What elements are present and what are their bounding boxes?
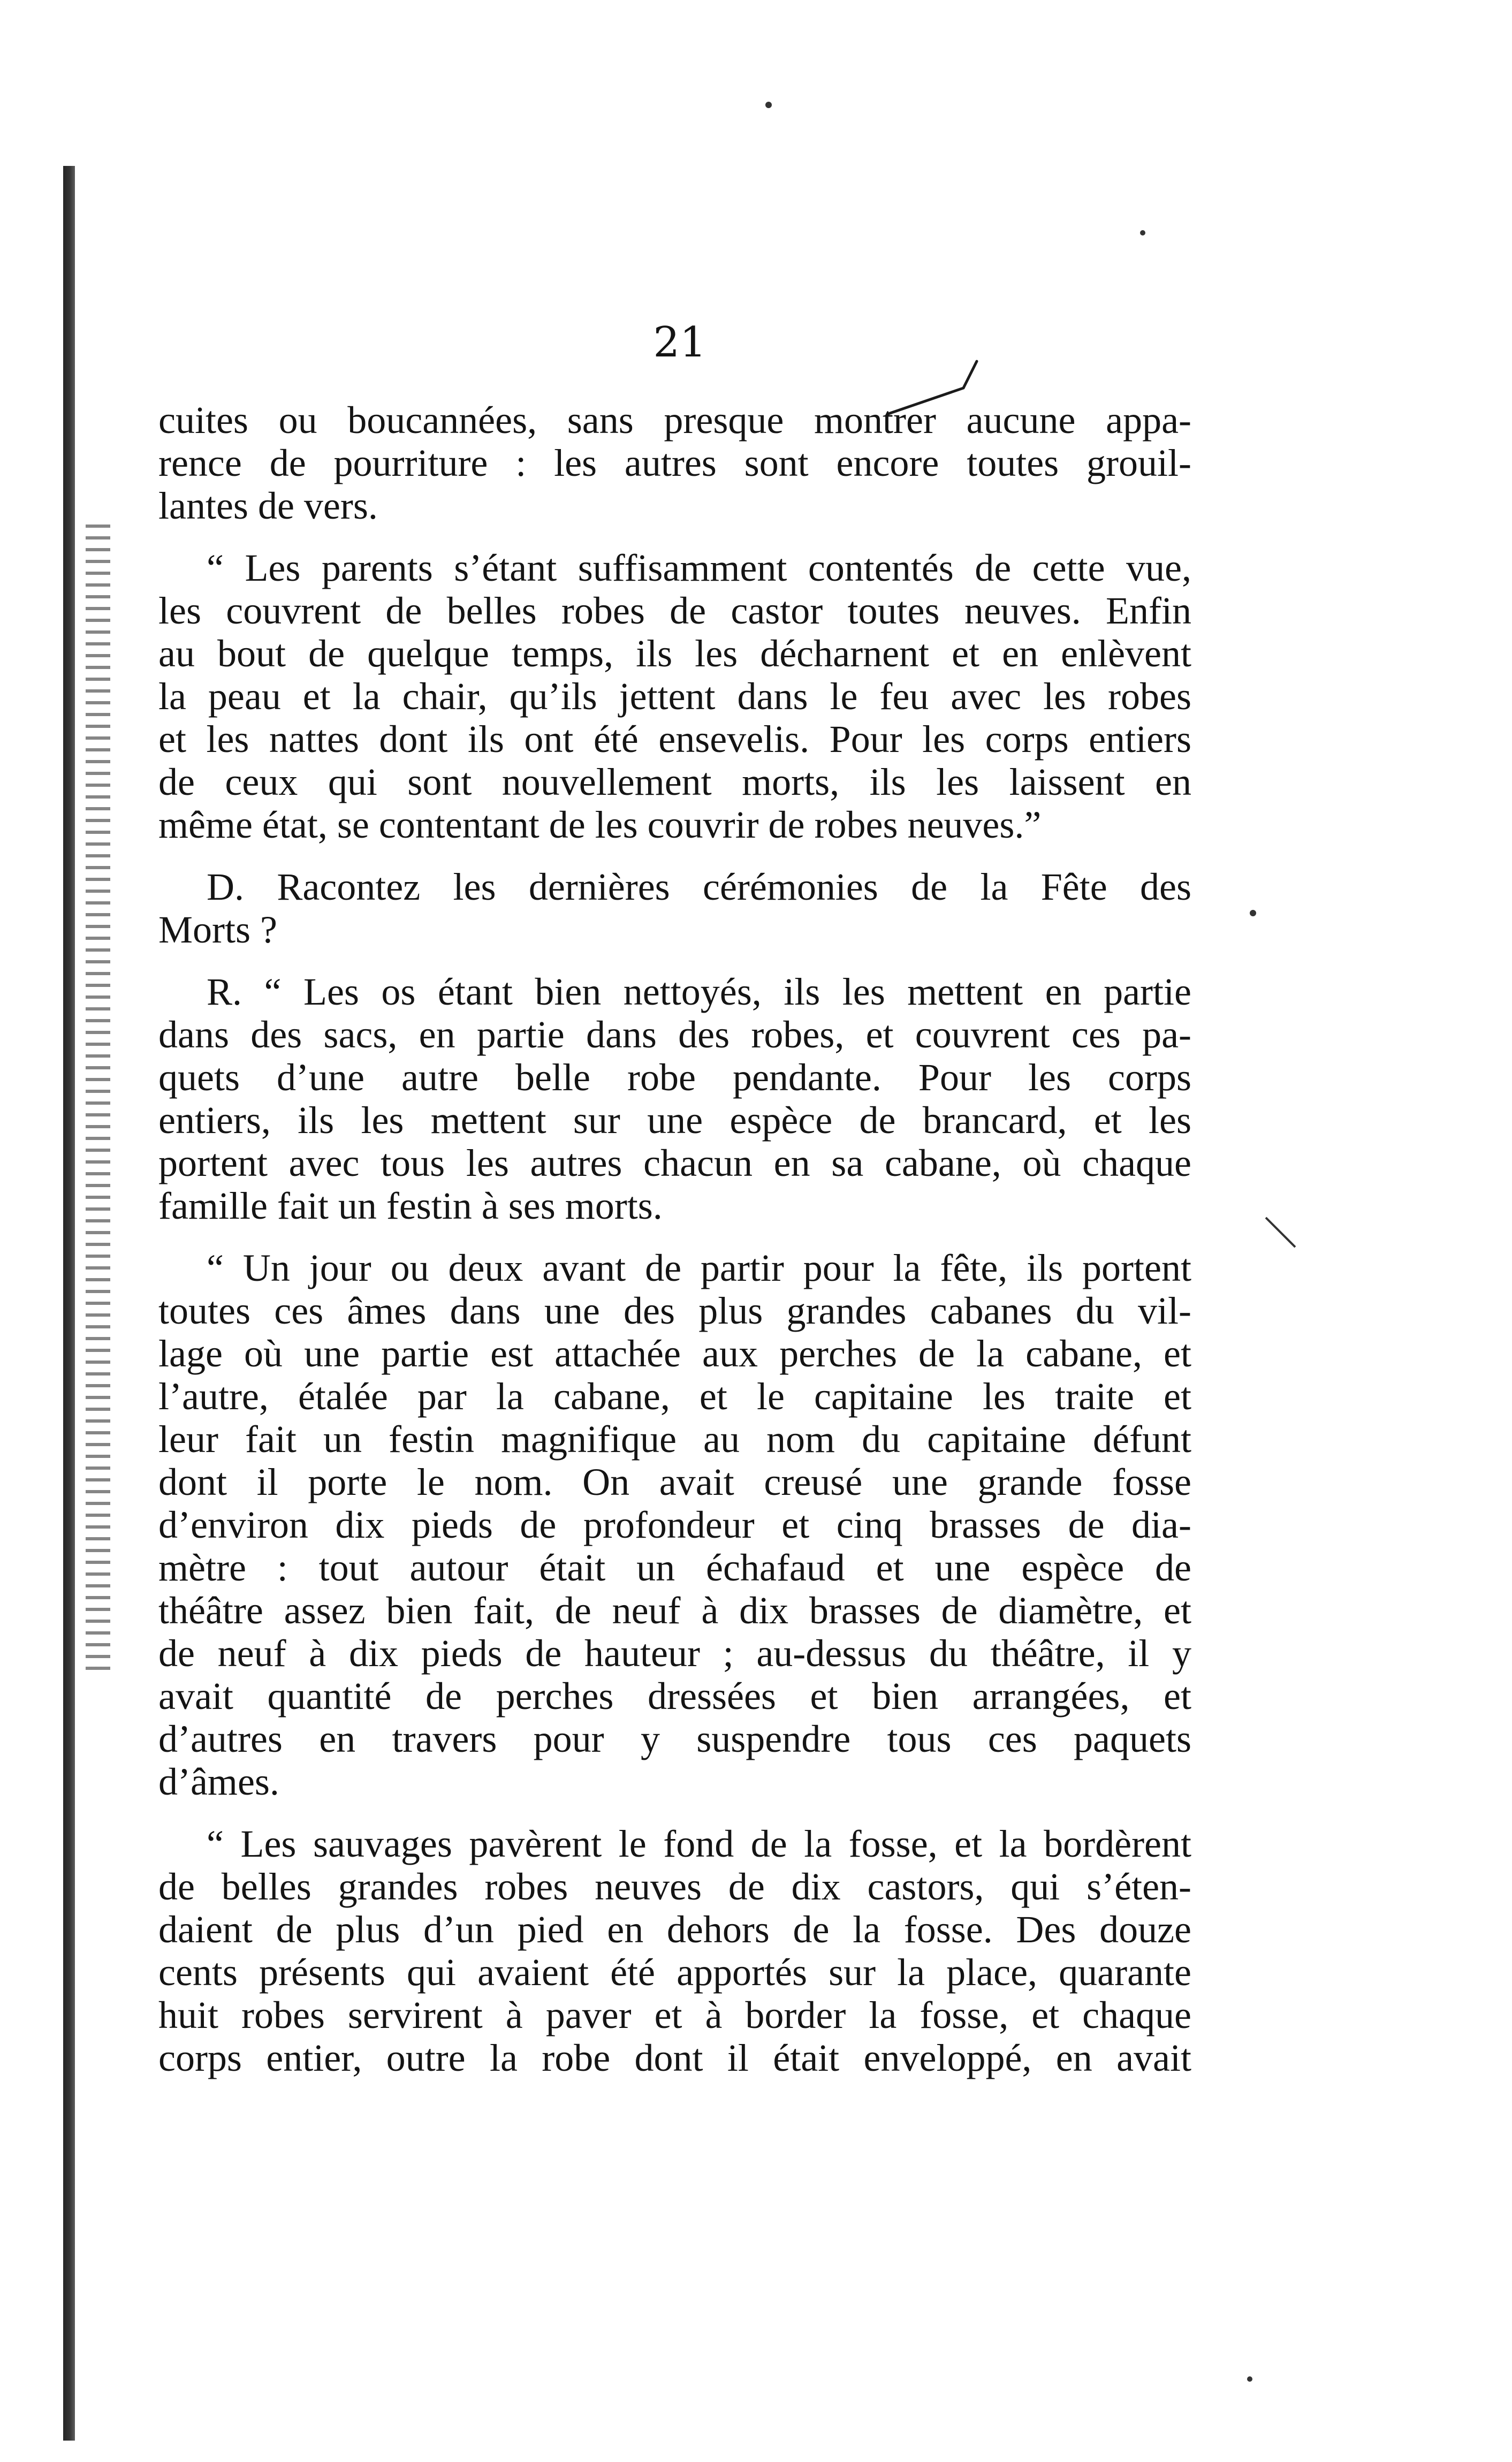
text-line: “ Les sauvages pavèrent le fond de la fosse, et la bordèrent bbox=[207, 1822, 1191, 1865]
text-line: “ Un jour ou deux avant de partir pour la fête, ils portent bbox=[207, 1247, 1191, 1289]
text-line: de belles grandes robes neuves de dix castors, qui s’éten- bbox=[158, 1865, 1191, 1908]
text-line: cuites ou boucannées, sans presque montrer aucune appa- bbox=[158, 399, 1191, 442]
text-line: corps entier, outre la robe dont il était enveloppé, en avait bbox=[158, 2037, 1191, 2079]
paragraph bbox=[158, 546, 1191, 846]
scan-speck bbox=[1250, 910, 1256, 916]
text-line: dans des sacs, en partie dans des robes, et couvrent ces pa- bbox=[158, 1013, 1191, 1056]
text-line: cents présents qui avaient été apportés sur la place, quarante bbox=[158, 1951, 1191, 1994]
text-line: d’âmes. bbox=[158, 1760, 279, 1803]
text-line: D. Racontez les dernières cérémonies de la Fête des bbox=[207, 865, 1191, 908]
scan-stray-stroke bbox=[1263, 1215, 1301, 1252]
text-line: Morts ? bbox=[158, 908, 277, 951]
page-number: 21 bbox=[653, 318, 706, 367]
text-line: la peau et la chair, qu’ils jettent dans le feu avec les robes bbox=[158, 675, 1191, 718]
text-line: de ceux qui sont nouvellement morts, ils les laissent en bbox=[158, 761, 1191, 803]
text-line: quets d’une autre belle robe pendante. Pour les corps bbox=[158, 1056, 1191, 1099]
text-line: d’autres en travers pour y suspendre tous ces paquets bbox=[158, 1718, 1191, 1760]
text-line: dont il porte le nom. On avait creusé une grande fosse bbox=[158, 1461, 1191, 1503]
text-line: leur fait un festin magnifique au nom du capitaine défunt bbox=[158, 1418, 1191, 1461]
page-body-text bbox=[158, 399, 1191, 2099]
scan-speck bbox=[1247, 2376, 1252, 2382]
text-line: et les nattes dont ils ont été ensevelis. Pour les corps entiers bbox=[158, 718, 1191, 761]
paragraph bbox=[158, 1822, 1191, 2079]
text-line: rence de pourriture : les autres sont encore toutes grouil- bbox=[158, 442, 1191, 484]
answer-paragraph bbox=[158, 970, 1191, 1227]
text-line: d’environ dix pieds de profondeur et cinq brasses de dia- bbox=[158, 1503, 1191, 1546]
text-line: lage où une partie est attachée aux perches de la cabane, et bbox=[158, 1332, 1191, 1375]
page-binding-shadow bbox=[63, 166, 75, 2441]
text-line: daient de plus d’un pied en dehors de la fosse. Des douze bbox=[158, 1908, 1191, 1951]
scan-speck bbox=[1140, 230, 1145, 235]
text-line: “ Les parents s’étant suffisamment contentés de cette vue, bbox=[207, 546, 1191, 589]
question-paragraph bbox=[158, 865, 1191, 951]
text-line: portent avec tous les autres chacun en sa cabane, où chaque bbox=[158, 1142, 1191, 1184]
text-line: toutes ces âmes dans une des plus grandes cabanes du vil- bbox=[158, 1289, 1191, 1332]
text-line: même état, se contentant de les couvrir de robes neuves.” bbox=[158, 803, 1042, 846]
text-line: entiers, ils les mettent sur une espèce de brancard, et les bbox=[158, 1099, 1191, 1142]
text-line: avait quantité de perches dressées et bien arrangées, et bbox=[158, 1675, 1191, 1718]
text-line: famille fait un festin à ses morts. bbox=[158, 1184, 663, 1227]
page-binding-texture bbox=[86, 525, 110, 1675]
text-line: huit robes servirent à paver et à border la fosse, et chaque bbox=[158, 1994, 1191, 2037]
scan-speck bbox=[765, 102, 772, 108]
text-line: les couvrent de belles robes de castor toutes neuves. Enfin bbox=[158, 589, 1191, 632]
text-line: mètre : tout autour était un échafaud et une espèce de bbox=[158, 1546, 1191, 1589]
paragraph bbox=[158, 1247, 1191, 1803]
text-line: R. “ Les os étant bien nettoyés, ils les mettent en partie bbox=[207, 970, 1191, 1013]
text-line: de neuf à dix pieds de hauteur ; au-dessus du théâtre, il y bbox=[158, 1632, 1191, 1675]
text-line: lantes de vers. bbox=[158, 484, 378, 527]
text-line: au bout de quelque temps, ils les décharnent et en enlèvent bbox=[158, 632, 1191, 675]
text-line: théâtre assez bien fait, de neuf à dix brasses de diamètre, et bbox=[158, 1589, 1191, 1632]
text-line: l’autre, étalée par la cabane, et le capitaine les traite et bbox=[158, 1375, 1191, 1418]
paragraph bbox=[158, 399, 1191, 527]
